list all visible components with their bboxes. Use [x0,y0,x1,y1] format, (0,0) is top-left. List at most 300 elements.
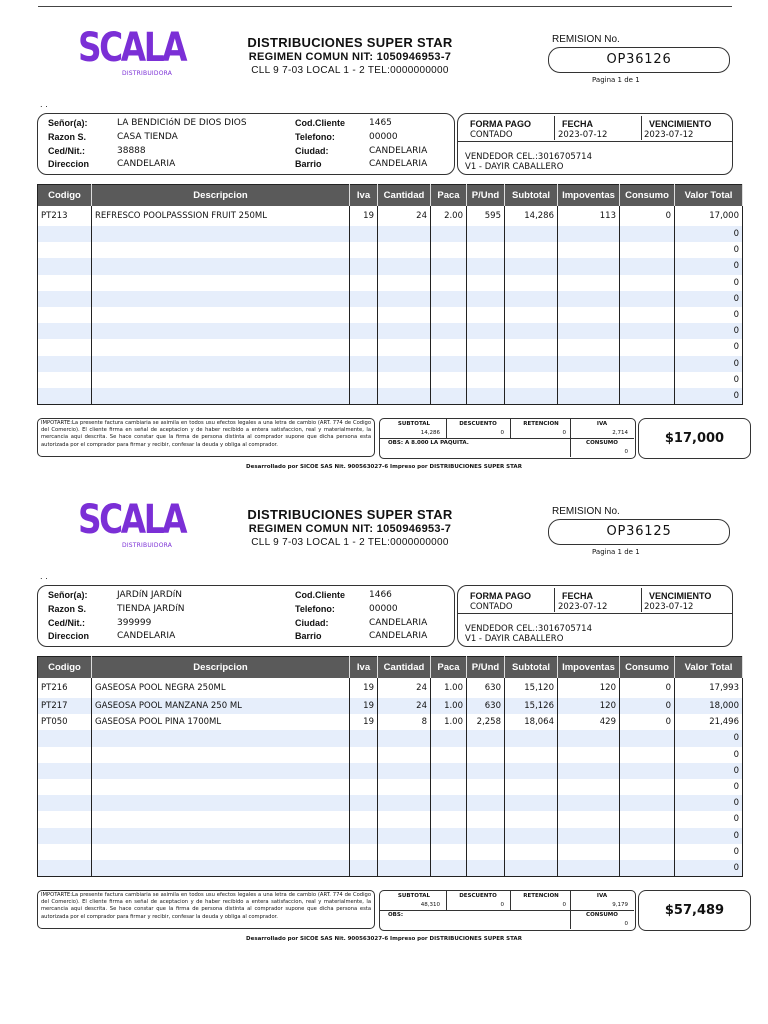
table-cell [378,275,431,291]
retencion-label: RETENCION [523,421,559,427]
table-cell [378,339,431,355]
table-cell [467,226,505,242]
table-row [38,242,743,258]
table-cell [558,242,620,258]
table-cell [505,356,558,372]
table-cell: 1.00 [431,698,467,714]
customer-box [37,113,455,175]
payment-divider [554,588,555,612]
table-cell [558,323,620,339]
column-header: Codigo [38,185,92,207]
ciudad-label: Ciudad: [295,146,329,156]
table-cell [620,291,675,307]
payment-divider [641,588,642,612]
column-header: Paca [431,657,467,679]
table-cell [431,747,467,763]
table-cell [467,763,505,779]
table-cell: 0 [675,258,743,274]
table-cell [378,323,431,339]
column-header: Paca [431,185,467,207]
table-cell: 17,993 [675,678,743,698]
scala-logo [78,25,186,84]
table-cell [505,763,558,779]
table-cell [350,372,378,388]
table-cell [431,226,467,242]
table-cell [558,747,620,763]
ciudad-value: CANDELARIA [369,618,428,628]
table-cell [505,372,558,388]
table-cell: 1.00 [431,714,467,730]
vencimiento-value: 2023-07-12 [644,602,694,612]
table-row [38,291,743,307]
table-row [38,779,743,795]
table-cell [350,828,378,844]
table-cell [92,747,350,763]
table-row [38,372,743,388]
forma-pago-value: CONTADO [470,130,513,140]
table-cell [505,828,558,844]
table-cell [620,226,675,242]
table-cell [38,323,92,339]
totals-divider [446,891,447,911]
company-regimen: REGIMEN COMUN NIT: 1050946953-7 [248,523,452,535]
table-cell: 630 [467,698,505,714]
table-cell [620,795,675,811]
table-cell [467,779,505,795]
customer-box [37,585,455,647]
payment-rule [458,141,732,142]
table-cell [38,779,92,795]
table-cell [431,307,467,323]
fecha-label: FECHA [562,119,593,129]
table-cell [38,795,92,811]
table-cell: 0 [675,291,743,307]
column-header: Iva [350,657,378,679]
column-header: Subtotal [505,185,558,207]
table-cell [620,323,675,339]
table-cell [92,811,350,827]
table-cell [92,258,350,274]
table-cell [620,811,675,827]
column-header: P/Und [467,657,505,679]
column-header: Subtotal [505,657,558,679]
table-cell: 8 [378,714,431,730]
table-cell [38,307,92,323]
table-cell [467,372,505,388]
table-row [38,323,743,339]
legal-notice: IMPOTARTE:La presente factura cambiaria se asimila en todos usu efectos legales a una letra de cambio (ART. 774 de Codigo del Comercio). El cliente firma en señal de aceptacion y de haber recibido a entera satisfaccion, real y materialmente, la mercancia aqui descrita. Se hace constar que la firma de persona distinta al comprador supone que dicha persona esta autorizada por el comprador para firmar y recibir, confesar la deuda y obliga al comprador. [37,418,375,457]
table-cell: GASEOSA POOL PINA 1700ML [92,714,350,730]
fecha-value: 2023-07-12 [558,130,608,140]
table-row [38,730,743,746]
table-cell [505,779,558,795]
direccion-value: CANDELARIA [117,159,176,169]
table-cell: PT050 [38,714,92,730]
table-cell [620,828,675,844]
table-cell: 0 [675,828,743,844]
cednit-value: 399999 [117,618,152,628]
razon-value: CASA TIENDA [117,132,178,142]
table-cell [350,307,378,323]
table-header [38,185,743,207]
remision-label: REMISION No. [552,506,620,517]
table-cell [350,795,378,811]
table-cell [92,860,350,877]
table-cell: 15,126 [505,698,558,714]
senor-label: Señor(a): [48,118,88,128]
table-cell [505,323,558,339]
table-cell [350,323,378,339]
table-cell [350,388,378,405]
consumo-label: CONSUMO [586,912,618,918]
scala-logo [78,497,186,556]
table-cell [378,844,431,860]
table-cell [620,844,675,860]
table-cell [467,747,505,763]
table-cell: PT216 [38,678,92,698]
table-cell [350,291,378,307]
table-cell: 595 [467,206,505,226]
payment-rule [458,613,732,614]
table-cell [92,291,350,307]
table-cell [431,323,467,339]
subtotal-value: 48,310 [420,902,440,908]
forma-pago-value: CONTADO [470,602,513,612]
logo-subtitle: DISTRIBUIDORA [122,70,173,77]
table-cell [620,339,675,355]
table-cell [467,339,505,355]
column-header: Descripcion [92,657,350,679]
table-cell: 630 [467,678,505,698]
table-cell [350,356,378,372]
totals-rule [380,438,634,439]
codcliente-value: 1465 [369,118,392,128]
table-cell [38,860,92,877]
totals-divider [510,891,511,911]
table-cell [350,258,378,274]
invoice [0,472,768,944]
table-row [38,763,743,779]
column-header: Descripcion [92,185,350,207]
dots: . . [40,100,48,109]
table-cell [431,860,467,877]
barrio-label: Barrio [295,159,322,169]
table-cell [38,763,92,779]
table-cell [505,339,558,355]
table-cell: REFRESCO POOLPASSSION FRUIT 250ML [92,206,350,226]
table-cell: 0 [675,323,743,339]
retencion-value: 0 [562,902,566,908]
grand-total: $17,000 [638,418,751,459]
table-cell [558,356,620,372]
subtotal-label: SUBTOTAL [397,421,431,427]
codcliente-label: Cod.Cliente [295,590,346,600]
table-cell: 120 [558,698,620,714]
table-cell: PT213 [38,206,92,226]
table-cell [505,811,558,827]
table-cell [378,860,431,877]
table-cell: 0 [675,763,743,779]
table-cell [431,828,467,844]
table-cell [467,258,505,274]
table-cell: 19 [350,206,378,226]
table-cell [38,844,92,860]
table-row [38,795,743,811]
table-cell: 1.00 [431,678,467,698]
totals-box [379,418,636,459]
table-cell [38,258,92,274]
table-row [38,860,743,877]
company-address: CLL 9 7-03 LOCAL 1 - 2 TEL:0000000000 [251,537,449,548]
codcliente-label: Cod.Cliente [295,118,346,128]
table-cell [620,779,675,795]
table-cell [350,242,378,258]
table-cell: 21,496 [675,714,743,730]
items-table [37,656,743,877]
table-cell [378,779,431,795]
column-header: Codigo [38,657,92,679]
iva-label: IVA [596,421,608,427]
consumo-label: CONSUMO [586,440,618,446]
table-cell [431,372,467,388]
table-cell [558,372,620,388]
codcliente-value: 1466 [369,590,392,600]
table-cell [38,356,92,372]
table-cell [38,226,92,242]
table-cell: 0 [620,678,675,698]
column-header: Impoventas [558,657,620,679]
table-cell: 14,286 [505,206,558,226]
razon-label: Razon S. [48,132,87,142]
table-cell [38,747,92,763]
column-header: Consumo [620,185,675,207]
column-header: P/Und [467,185,505,207]
direccion-label: Direccion [48,159,90,169]
table-cell: 24 [378,678,431,698]
table-cell [92,339,350,355]
remision-number: OP36125 [548,519,730,545]
table-cell: 0 [675,275,743,291]
table-cell [505,275,558,291]
payment-box [457,113,733,175]
table-cell [378,258,431,274]
table-cell [431,339,467,355]
table-row [38,307,743,323]
table-cell [431,242,467,258]
table-cell [92,779,350,795]
table-cell: 0 [675,372,743,388]
table-cell [558,275,620,291]
table-cell [431,844,467,860]
table-cell [92,372,350,388]
table-cell: 0 [675,730,743,746]
table-cell: 0 [675,388,743,405]
table-cell [505,258,558,274]
senor-value: JARDíN JARDíN [117,590,182,600]
table-cell [467,844,505,860]
table-cell [505,730,558,746]
table-cell: GASEOSA POOL MANZANA 250 ML [92,698,350,714]
table-cell [38,275,92,291]
ciudad-label: Ciudad: [295,618,329,628]
iva-value: 2,714 [612,430,628,436]
payment-box [457,585,733,647]
direccion-label: Direccion [48,631,90,641]
column-header: Valor Total [675,657,743,679]
column-header: Valor Total [675,185,743,207]
vendedor-phone: VENDEDOR CEL.:3016705714 [465,624,592,634]
table-cell: 0 [675,860,743,877]
dots: . . [40,572,48,581]
cednit-value: 38888 [117,146,146,156]
table-cell [558,795,620,811]
table-cell [378,372,431,388]
vencimiento-label: VENCIMIENTO [649,591,712,601]
barrio-label: Barrio [295,631,322,641]
column-header: Cantidad [378,657,431,679]
vendedor-name: V1 - DAYIR CABALLERO [465,634,564,644]
table-cell: 0 [675,226,743,242]
totals-divider [510,419,511,439]
telefono-value: 00000 [369,132,398,142]
vendedor-phone: VENDEDOR CEL.:3016705714 [465,152,592,162]
table-cell [558,291,620,307]
table-cell: GASEOSA POOL NEGRA 250ML [92,678,350,698]
table-cell [620,388,675,405]
table-cell [505,795,558,811]
payment-divider [554,116,555,140]
forma-pago-label: FORMA PAGO [470,591,531,601]
table-cell [558,730,620,746]
table-cell [558,307,620,323]
payment-divider [641,116,642,140]
table-cell: 17,000 [675,206,743,226]
column-header: Consumo [620,657,675,679]
table-cell: 2,258 [467,714,505,730]
company-name: DISTRIBUCIONES SUPER STAR [247,507,453,522]
page-indicator: Pagina 1 de 1 [592,548,640,556]
table-row [38,258,743,274]
table-cell [505,291,558,307]
table-cell [467,242,505,258]
company-regimen: REGIMEN COMUN NIT: 1050946953-7 [248,51,452,63]
table-cell [431,388,467,405]
table-cell [92,356,350,372]
table-cell [505,388,558,405]
table-cell [431,258,467,274]
table-cell: 18,064 [505,714,558,730]
table-cell [38,811,92,827]
table-cell [378,811,431,827]
table-cell [350,860,378,877]
fecha-value: 2023-07-12 [558,602,608,612]
table-row [38,811,743,827]
table-cell: 0 [620,698,675,714]
table-cell [620,372,675,388]
consumo-value: 0 [624,921,628,927]
table-cell [38,828,92,844]
table-row [38,698,743,714]
table-cell [350,339,378,355]
table-cell [92,275,350,291]
table-cell: 0 [675,242,743,258]
table-cell [620,860,675,877]
totals-rule [380,910,634,911]
table-cell [558,226,620,242]
table-cell: 24 [378,206,431,226]
table-cell [38,242,92,258]
senor-value: LA BENDICIóN DE DIOS DIOS [117,118,247,128]
direccion-value: CANDELARIA [117,631,176,641]
column-header: Impoventas [558,185,620,207]
retencion-label: RETENCION [523,893,559,899]
table-cell [350,730,378,746]
table-row [38,226,743,242]
ciudad-value: CANDELARIA [369,146,428,156]
table-row [38,844,743,860]
table-cell: 0 [620,714,675,730]
table-cell [92,795,350,811]
forma-pago-label: FORMA PAGO [470,119,531,129]
items-table [37,184,743,405]
page-indicator: Pagina 1 de 1 [592,76,640,84]
vencimiento-label: VENCIMIENTO [649,119,712,129]
table-row [38,714,743,730]
table-cell [505,844,558,860]
table-cell: 0 [675,795,743,811]
table-row [38,388,743,405]
table-cell [558,388,620,405]
descuento-label: DESCUENTO [459,421,497,427]
telefono-label: Telefono: [295,132,335,142]
table-cell [467,860,505,877]
telefono-label: Telefono: [295,604,335,614]
table-cell [378,242,431,258]
developed-by: Desarrollado por SICOE SAS Nit. 900563027-6 Impreso por DISTRIBUCIONES SUPER STAR [246,464,522,470]
table-cell [620,763,675,779]
table-cell [431,795,467,811]
table-cell [467,730,505,746]
barrio-value: CANDELARIA [369,631,428,641]
table-row [38,339,743,355]
table-cell [505,226,558,242]
logo-subtitle: DISTRIBUIDORA [122,542,173,549]
table-cell [558,811,620,827]
table-cell [431,779,467,795]
table-cell: 0 [675,747,743,763]
table-cell [378,307,431,323]
table-cell: 429 [558,714,620,730]
iva-label: IVA [596,893,608,899]
table-cell: 19 [350,714,378,730]
invoice [0,0,768,472]
obs-text: OBS: A 8.000 LA PAQUITA. [388,440,469,446]
descuento-value: 0 [500,430,504,436]
table-cell [92,763,350,779]
table-cell: 0 [675,356,743,372]
table-cell: 0 [675,811,743,827]
table-header [38,657,743,679]
table-cell [505,307,558,323]
table-cell [467,795,505,811]
table-cell [92,844,350,860]
table-cell [558,860,620,877]
table-cell [431,275,467,291]
table-cell [467,828,505,844]
vencimiento-value: 2023-07-12 [644,130,694,140]
column-header: Cantidad [378,185,431,207]
table-row [38,828,743,844]
